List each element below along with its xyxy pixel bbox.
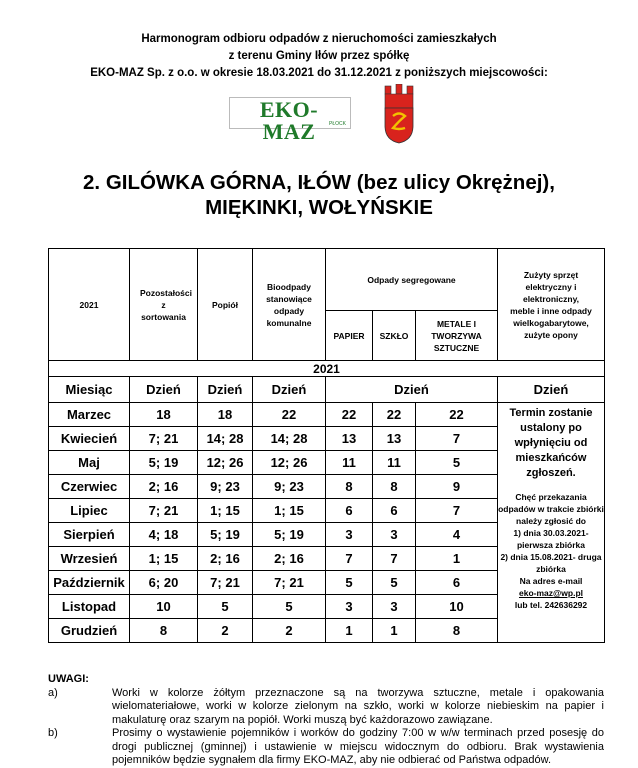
cell-ash: 5 (198, 595, 253, 619)
header-line-2: z terenu Gminy Iłów przez spółkę (228, 50, 410, 62)
cell-ash: 12; 26 (198, 451, 253, 475)
year-row: 2021 (49, 361, 605, 377)
day-header-bulky: Dzień (498, 377, 605, 403)
eko-maz-logo (229, 97, 351, 144)
bulky-info (498, 403, 605, 643)
cell-metal: 4 (416, 523, 498, 547)
header-line-3: EKO-MAZ Sp. z o.o. w okresie 18.03.2021 do 31.12.2021 z poniższych miejscowości: (90, 67, 548, 79)
cell-glass: 22 (373, 403, 416, 427)
cell-residual: 7; 21 (130, 427, 198, 451)
cell-month: Sierpień (49, 523, 130, 547)
cell-glass: 11 (373, 451, 416, 475)
note-a (48, 687, 604, 728)
page-title-line-2: MIĘKINKI, WOŁYŃSKIE (205, 196, 433, 219)
cell-paper: 3 (326, 595, 373, 619)
cell-month: Październik (49, 571, 130, 595)
cell-residual: 8 (130, 619, 198, 643)
schedule-table (48, 248, 605, 643)
header-line-1: Harmonogram odbioru odpadów z nieruchomości zamieszkałych (141, 33, 497, 45)
day-header-residual: Dzień (130, 377, 198, 403)
cell-residual: 6; 20 (130, 571, 198, 595)
notes-title: UWAGI: (48, 673, 89, 685)
cell-month: Wrzesień (49, 547, 130, 571)
day-header-ash: Dzień (198, 377, 253, 403)
cell-glass: 6 (373, 499, 416, 523)
cell-metal: 6 (416, 571, 498, 595)
month-header: Miesiąc (49, 377, 130, 403)
cell-month: Maj (49, 451, 130, 475)
bulky-p3: 2) dnia 15.08.2021- druga zbiórka (500, 552, 602, 574)
cell-bio: 5 (253, 595, 326, 619)
cell-ash: 1; 15 (198, 499, 253, 523)
cell-ash: 14; 28 (198, 427, 253, 451)
cell-ash: 18 (198, 403, 253, 427)
cell-metal: 8 (416, 619, 498, 643)
cell-metal: 7 (416, 427, 498, 451)
logo-text: EKO-MAZ (259, 97, 319, 144)
cell-bio: 7; 21 (253, 571, 326, 595)
cell-bio: 2 (253, 619, 326, 643)
cell-bio: 2; 16 (253, 547, 326, 571)
table-row (49, 403, 605, 427)
cell-metal: 22 (416, 403, 498, 427)
cell-glass: 3 (373, 523, 416, 547)
header-paper: PAPIER (326, 311, 373, 361)
cell-residual: 5; 19 (130, 451, 198, 475)
cell-month: Marzec (49, 403, 130, 427)
cell-ash: 2; 16 (198, 547, 253, 571)
cell-residual: 7; 21 (130, 499, 198, 523)
cell-paper: 3 (326, 523, 373, 547)
cell-paper: 8 (326, 475, 373, 499)
cell-bio: 1; 15 (253, 499, 326, 523)
note-a-label: a) (48, 686, 58, 699)
cell-metal: 7 (416, 499, 498, 523)
cell-bio: 12; 26 (253, 451, 326, 475)
note-b-text: Prosimy o wystawienie pojemników i worków do godziny 7:00 w w/w terminach przed posesję do drogi publicznej (gminnej) i ustawienie w miejscu widocznym do odbioru. Brak wystawienia pojemników będzie sygnałem dla firmy EKO-MAZ, aby nie odbierać od Państwa odpadów. (112, 727, 604, 766)
bulky-p2: 1) dnia 30.03.2021- pierwsza zbiórka (513, 528, 589, 550)
cell-ash: 2 (198, 619, 253, 643)
cell-bio: 9; 23 (253, 475, 326, 499)
bulky-main: Termin zostanie ustalony po wpłynięciu od mieszkańców zgłoszeń. (509, 407, 593, 479)
cell-month: Czerwiec (49, 475, 130, 499)
cell-paper: 13 (326, 427, 373, 451)
cell-month: Lipiec (49, 499, 130, 523)
cell-ash: 5; 19 (198, 523, 253, 547)
header-ash: Popiół (198, 249, 253, 361)
cell-ash: 9; 23 (198, 475, 253, 499)
cell-paper: 6 (326, 499, 373, 523)
cell-paper: 5 (326, 571, 373, 595)
header-residual: Pozostałości z sortowania (130, 249, 198, 361)
cell-residual: 10 (130, 595, 198, 619)
cell-glass: 7 (373, 547, 416, 571)
day-header-segregated: Dzień (326, 377, 498, 403)
header-bio: Bioodpady stanowiące odpady komunalne (253, 249, 326, 361)
cell-bio: 22 (253, 403, 326, 427)
cell-bio: 5; 19 (253, 523, 326, 547)
cell-month: Listopad (49, 595, 130, 619)
cell-glass: 5 (373, 571, 416, 595)
cell-bio: 14; 28 (253, 427, 326, 451)
cell-metal: 1 (416, 547, 498, 571)
bulky-p1: Chęć przekazania odpadów w trakcie zbiórki należy zgłosić do (498, 492, 604, 526)
cell-month: Grudzień (49, 619, 130, 643)
note-a-text: Worki w kolorze żółtym przeznaczone są na tworzywa sztuczne, metale i opakowania wielomateriałowe, worki w kolorze zielonym na szkło, worki w kolorze niebieskim na papier i makulaturę oraz szarym na popiół. Worki muszą być każdorazowo zawiązane. (112, 686, 604, 726)
cell-ash: 7; 21 (198, 571, 253, 595)
cell-metal: 9 (416, 475, 498, 499)
note-b (48, 727, 604, 768)
cell-paper: 22 (326, 403, 373, 427)
note-b-label: b) (48, 727, 58, 739)
cell-paper: 7 (326, 547, 373, 571)
cell-paper: 11 (326, 451, 373, 475)
cell-residual: 1; 15 (130, 547, 198, 571)
bulky-p4: Na adres e-mail (519, 576, 583, 586)
cell-residual: 4; 18 (130, 523, 198, 547)
notes (48, 673, 604, 768)
header-year: 2021 (49, 249, 130, 361)
cell-glass: 13 (373, 427, 416, 451)
logo-sub: PŁOCK (329, 121, 346, 127)
cell-metal: 10 (416, 595, 498, 619)
day-header-bio: Dzień (253, 377, 326, 403)
header-bulky: Zużyty sprzęt elektryczny i elektroniczny, meble i inne odpady wielkogabarytowe, zużyte opony (498, 249, 605, 361)
bulky-phone: lub tel. 242636292 (514, 600, 588, 610)
page-title-line-1: 2. GILÓWKA GÓRNA, IŁÓW (bez ulicy Okrężnej), (83, 171, 555, 194)
cell-glass: 3 (373, 595, 416, 619)
cell-residual: 2; 16 (130, 475, 198, 499)
cell-residual: 18 (130, 403, 198, 427)
shield-crest-icon (383, 84, 415, 144)
cell-glass: 1 (373, 619, 416, 643)
header-metal: METALE I TWORZYWA SZTUCZNE (416, 311, 498, 361)
cell-month: Kwiecień (49, 427, 130, 451)
cell-metal: 5 (416, 451, 498, 475)
cell-paper: 1 (326, 619, 373, 643)
header-segregated: Odpady segregowane (326, 249, 498, 311)
bulky-email[interactable]: eko-maz@wp.pl (518, 588, 584, 598)
cell-glass: 8 (373, 475, 416, 499)
header-glass: SZKŁO (373, 311, 416, 361)
